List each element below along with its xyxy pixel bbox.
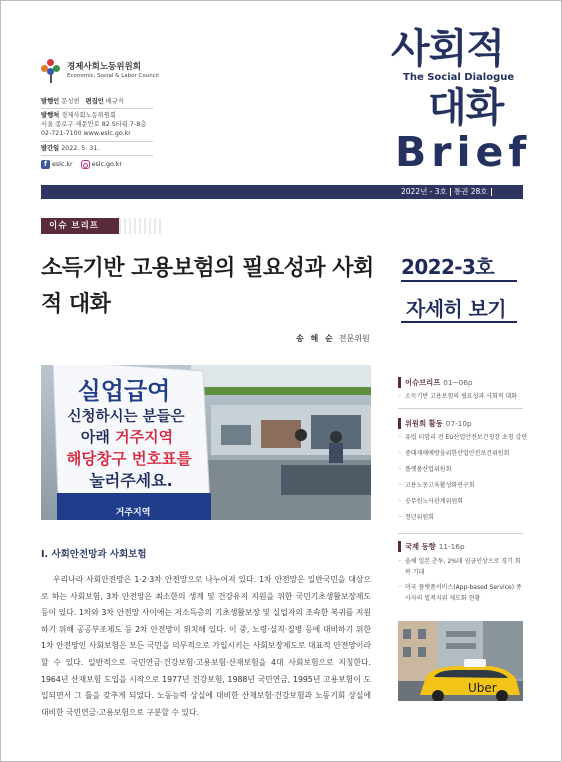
- contact-line: 02-721-7100 www.eslc.go.kr: [41, 130, 131, 137]
- address-line: 서울 종로구 세문안로 82 S타워 7-8층: [41, 121, 147, 128]
- tag-stripes: [119, 218, 161, 234]
- uber-logo-text: Uber: [468, 681, 497, 695]
- toc-item[interactable]: · 고용노동고육활성화연구회: [398, 480, 523, 492]
- sign-line-5: 눌러주세요.: [89, 471, 173, 490]
- masthead-subtitle: The Social Dialogue: [403, 72, 515, 83]
- divider: [41, 141, 153, 142]
- unemployment-office-image: [41, 365, 371, 520]
- toc-item[interactable]: · 유럽 티맘리 전 EU산업안전보건청장 초청 강연: [398, 432, 523, 444]
- toc-item[interactable]: · 청년위원회: [398, 512, 523, 524]
- toc-section-international[interactable]: [398, 541, 523, 604]
- issue-brief-tag: 이슈 브리프: [41, 218, 161, 234]
- facebook-link[interactable]: eslc.kr: [52, 161, 73, 168]
- org-name: 경제사회노동위원회: [67, 62, 141, 72]
- instagram-icon[interactable]: [81, 160, 90, 169]
- taxi-image: [398, 621, 523, 701]
- toc-heading: 위원회 활동 07-10p: [398, 418, 523, 429]
- divider: [398, 408, 523, 409]
- toc-item[interactable]: · 올해 일본 춘투, 2%대 임금인상으로 경기 회복 기대: [398, 556, 523, 578]
- article-title: 소득기반 고용보험의 필요성과 사회적 대화: [41, 256, 374, 317]
- sign-line-1: 실업급여: [77, 377, 171, 405]
- issuer-line: 발행인 문성현 편집인 배규식: [41, 98, 125, 105]
- sign-line-4: 해당창구 번호표를: [66, 450, 192, 468]
- author-role: 전문위원: [338, 334, 370, 343]
- sign-line-2: 신청하시는 분들은: [67, 409, 185, 425]
- issue-number: 2022년 - 3호: [401, 187, 447, 196]
- toc-section-committee[interactable]: [398, 418, 528, 524]
- social-links: [41, 160, 122, 169]
- article-body: 우리나라 사회안전망은 1·2·3차 안전망으로 나누어져 있다. 1차 안전망은 일반국민을 대상으로 하는 사회보험, 3차 안전망은 최소한의 생계 및 건강유지 지원을 위한 국민기초생활보장제도 등이 있다. 1차와 3차 안전망 사이에는 저소득층의 기초생활보장 및 실업자의 조속한 복귀를 지원하기 위해 공공부조제도 등 2차 안전망이 위치해 있다. 이 중, 노령·실직·질병 등에 대비하기 위한 1차 안전망인 사회보험은 모든 국민을 의무적으로 가입시키는 사회보장제도로 대표적 안전망이라 할 수 있다. 일반적으로 국민연금·건강보험·고용보험·산재보험을 4대 사회보험으로 지칭한다. 1964년 산재보험 도입을 시작으로 1977년 건강보험, 1988년 국민연금, 1995년 고용보험이 도입되면서 그 틀을 갖추게 되었다. 노동능력 상실에 대비한 산재보험·건강보험과 노동기회 상실에 대비한 국민연금·고용보험으로 구분할 수 있다.: [41, 575, 371, 717]
- divider: [41, 108, 153, 109]
- issue-info: [401, 185, 521, 199]
- org-block: [41, 59, 159, 83]
- sign-line-6: 거주지역: [115, 508, 151, 518]
- instagram-link[interactable]: eslc.go.kr: [91, 161, 122, 168]
- toc-item[interactable]: · 공무원노사관계위원회: [398, 496, 523, 508]
- org-name-en: Economic, Social & Labor Council: [67, 73, 159, 79]
- promo-underline: [401, 280, 517, 282]
- toc-heading: 이슈브리프 01~06p: [398, 377, 523, 388]
- promo-underline: [401, 321, 517, 323]
- toc-item[interactable]: · 플랫폼산업위원회: [398, 464, 523, 476]
- office-line: 발행처 경제사회노동위원회: [41, 112, 117, 119]
- author-line: [296, 333, 370, 344]
- org-logo-icon: [41, 59, 61, 83]
- divider: [41, 155, 153, 156]
- sign-line-3: 아래 거주지역: [80, 428, 174, 446]
- toc-heading: 국제 동향 11-16p: [398, 541, 523, 552]
- facebook-icon[interactable]: f: [41, 160, 50, 169]
- promo-more-link[interactable]: 자세히 보기: [406, 297, 506, 321]
- toc-section-issue[interactable]: [398, 377, 523, 403]
- toc-item[interactable]: · 중대재해예방을위한산업안전보건위원회: [398, 448, 523, 460]
- author-name: 송 해 순: [296, 334, 335, 343]
- article-photo: [41, 365, 371, 520]
- uber-taxi-photo: [398, 621, 523, 701]
- date-line: 발간일 2022. 5. 31.: [41, 145, 100, 152]
- section-heading: Ⅰ. 사회안전망과 사회보험: [41, 549, 147, 560]
- promo-issue[interactable]: 2022-3호: [401, 255, 495, 279]
- masthead-title: 사회적: [391, 26, 504, 72]
- toc-item[interactable]: · 미국 플랫폼서비스(App-based Service) 종사자의 법적지위 제도화 현황: [398, 582, 523, 604]
- divider: [398, 533, 523, 534]
- masthead-brief: Brief: [395, 128, 532, 176]
- toc-item[interactable]: · 소득기반 고용보험의 필요성과 사회적 대화: [398, 391, 523, 403]
- masthead-title-2: 대화: [428, 85, 504, 131]
- volume-number: 통권 28호: [453, 187, 488, 196]
